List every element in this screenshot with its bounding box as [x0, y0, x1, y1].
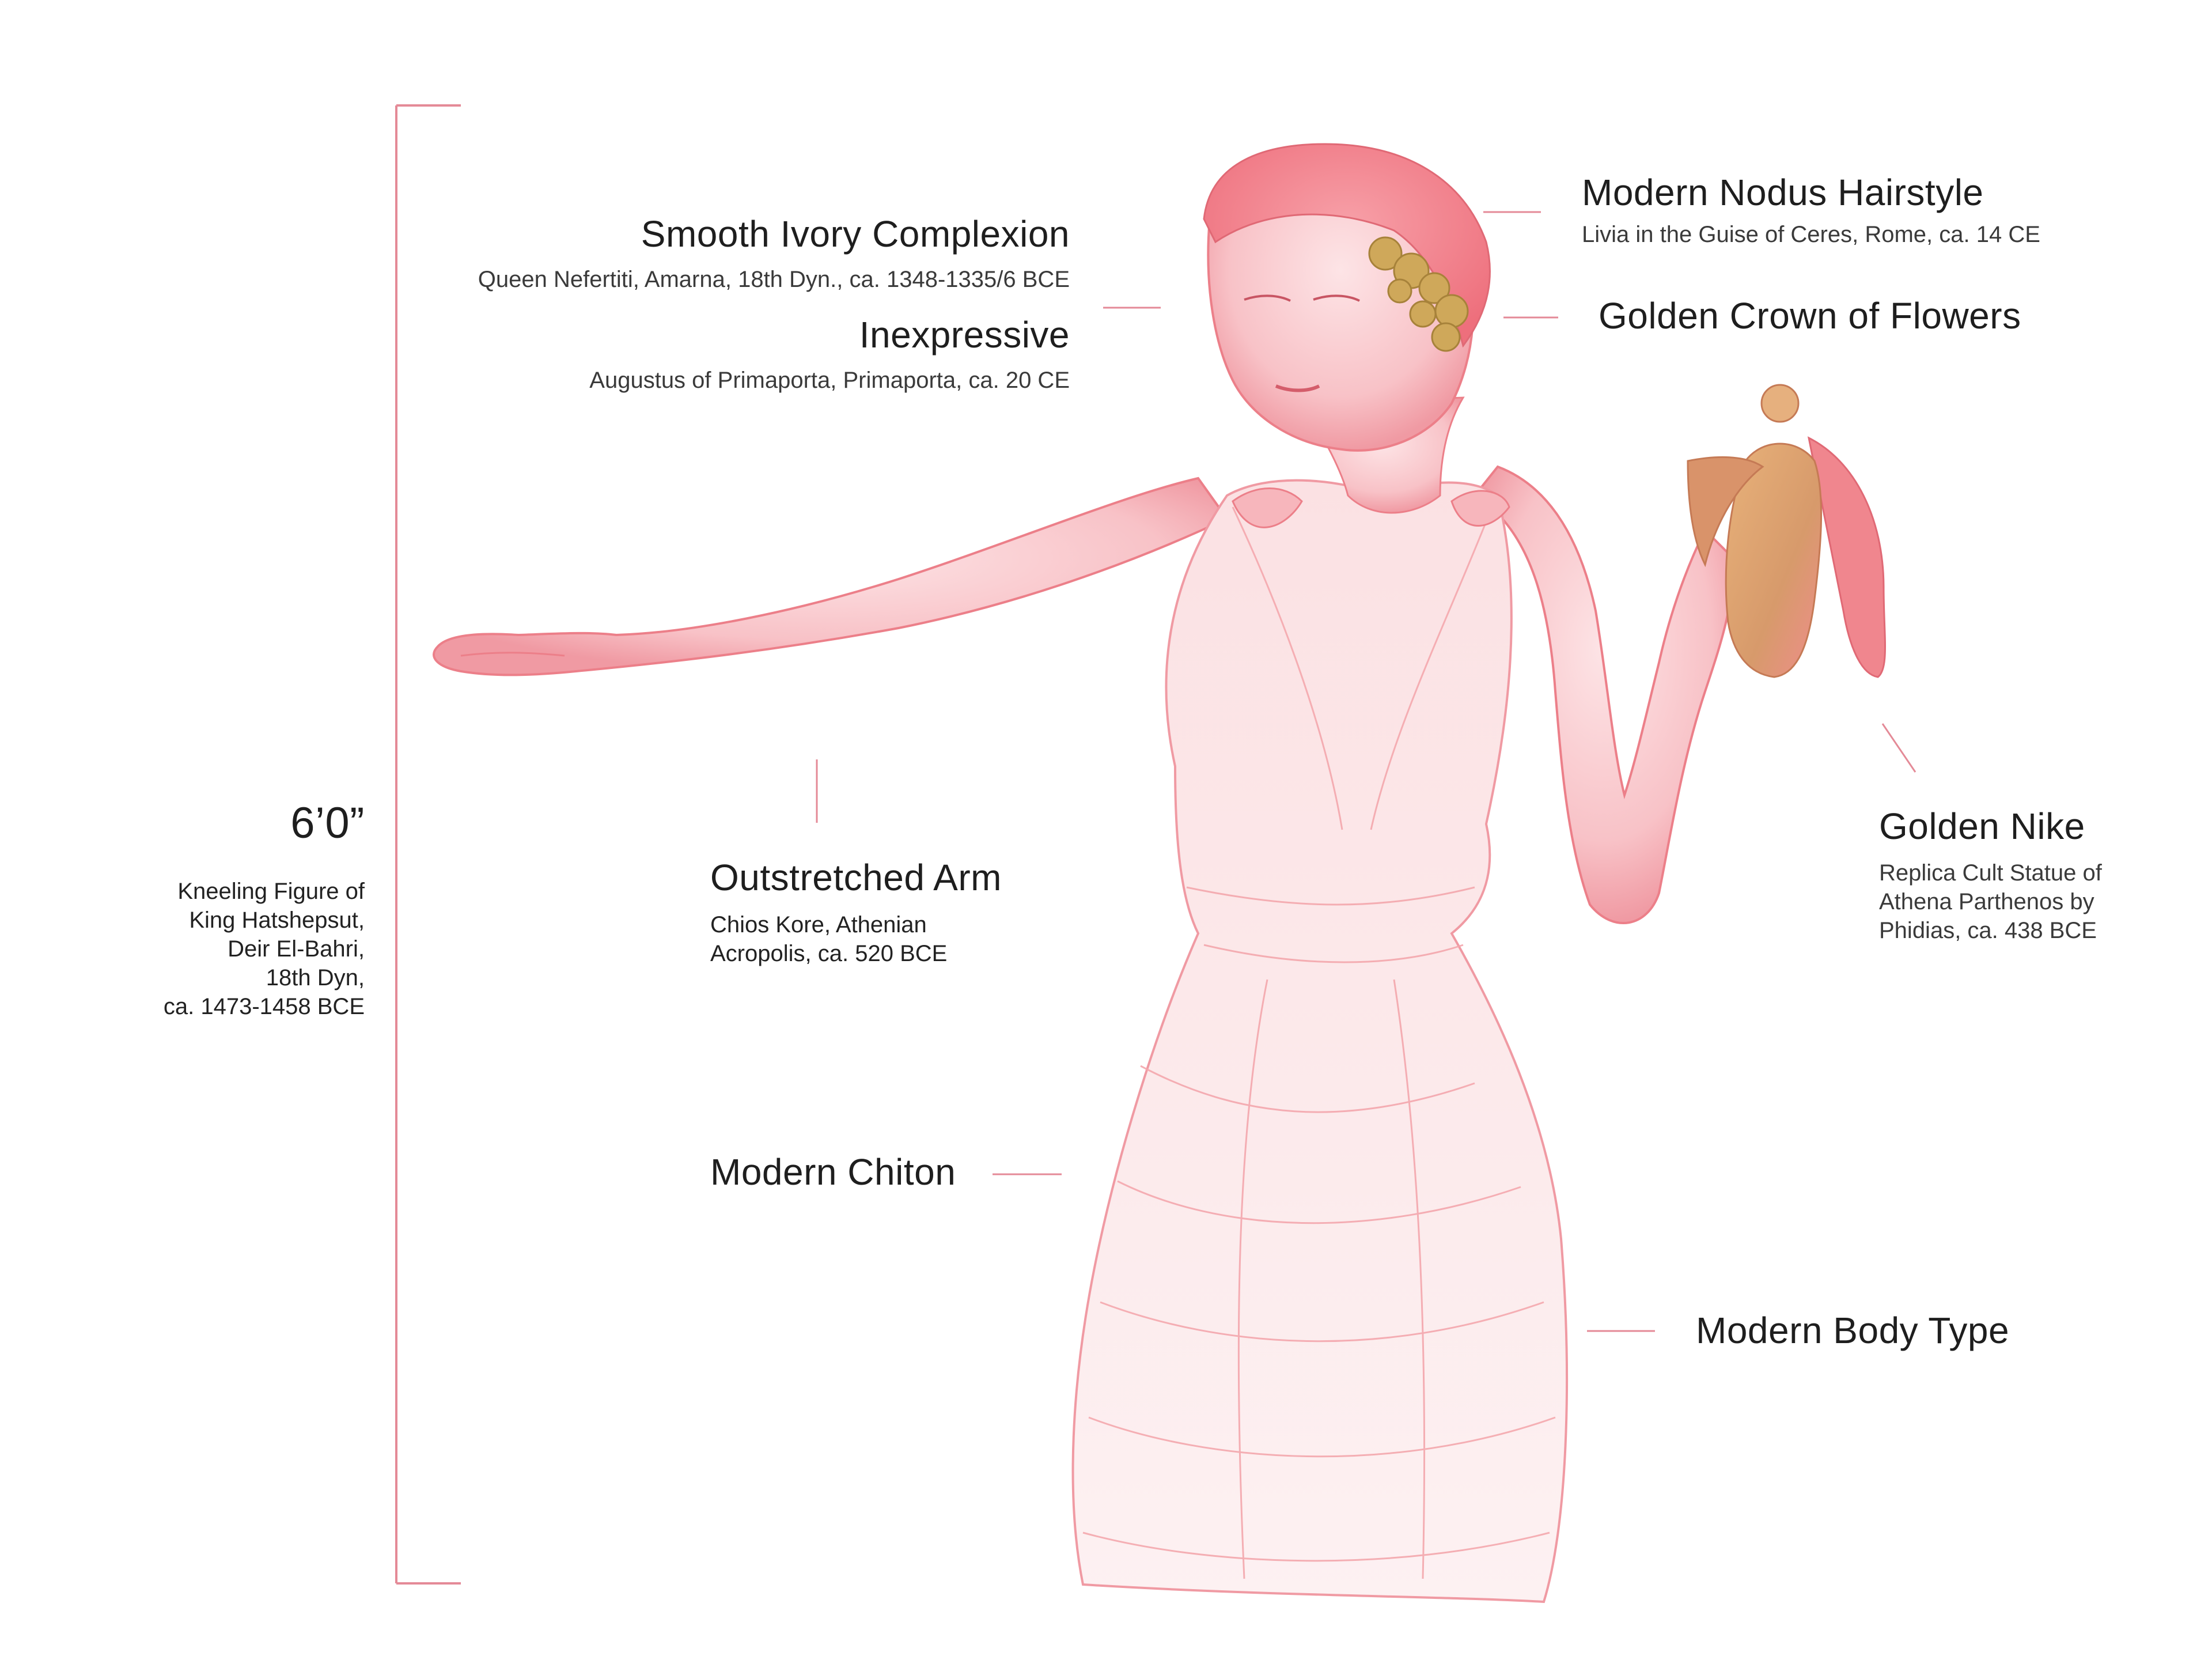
label-complexion-source: Queen Nefertiti, Amarna, 18th Dyn., ca. 1348-1335/6 BCE [478, 267, 1070, 292]
label-inexpressive-source: Augustus of Primaporta, Primaporta, ca. 20 CE [589, 368, 1070, 393]
height-value: 6’0” [290, 799, 365, 848]
label-nike-source [1879, 859, 2102, 945]
label-arm-title: Outstretched Arm [710, 857, 1002, 898]
label-inexpressive-title: Inexpressive [859, 314, 1070, 356]
outstretched-arm [434, 478, 1227, 675]
label-nike-source-line: Athena Parthenos by [1879, 889, 2094, 914]
height-source [164, 877, 365, 1021]
label-nike-source-line: Phidias, ca. 438 BCE [1879, 918, 2097, 943]
height-bracket [396, 105, 461, 1583]
chiton-dress [1073, 481, 1567, 1602]
label-nike-source-line: Replica Cult Statue of [1879, 860, 2102, 886]
label-arm-source-line: Chios Kore, Athenian [710, 912, 927, 937]
label-body-title: Modern Body Type [1696, 1310, 2010, 1351]
leader-nike [1883, 724, 1915, 772]
label-chiton-title: Modern Chiton [710, 1151, 956, 1193]
label-arm-source-line: Acropolis, ca. 520 BCE [710, 941, 948, 966]
label-complexion-title: Smooth Ivory Complexion [641, 213, 1070, 255]
label-hairstyle-source: Livia in the Guise of Ceres, Rome, ca. 14 CE [1582, 222, 2040, 247]
height-source-line: 18th Dyn, [266, 965, 365, 990]
raised-arm [1475, 467, 1732, 923]
height-source-line: ca. 1473-1458 BCE [163, 994, 365, 1019]
label-arm-source [710, 910, 947, 968]
height-source-line: Deir El-Bahri, [228, 936, 365, 962]
label-nike-title: Golden Nike [1879, 806, 2085, 847]
label-hairstyle-title: Modern Nodus Hairstyle [1582, 172, 1984, 213]
label-crown-title: Golden Crown of Flowers [1599, 295, 2021, 336]
height-source-line: Kneeling Figure of [177, 879, 365, 904]
height-source-line: King Hatshepsut, [189, 907, 365, 933]
